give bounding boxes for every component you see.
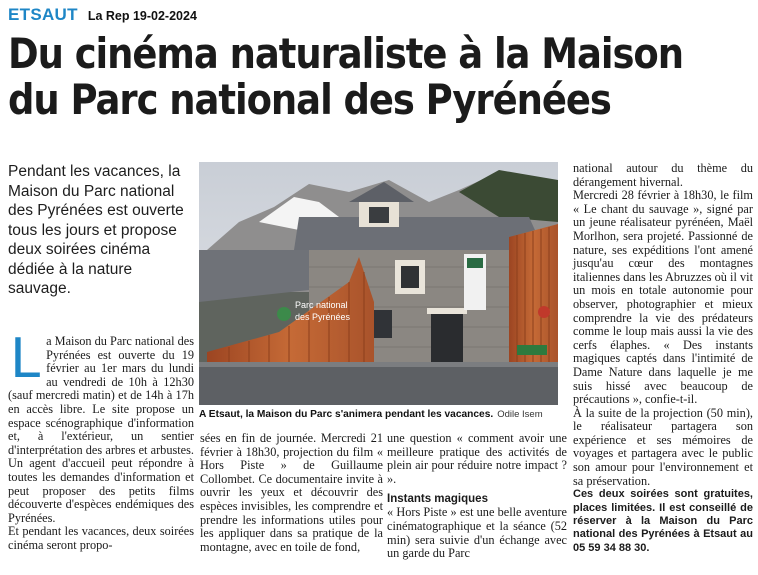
paragraph: national autour du thème du dérangement hivernal. — [573, 161, 753, 189]
standfirst: Pendant les vacances, la Maison du Parc national des Pyrénées est ouverte tous les jours et propose deux soirées cinéma dédiée à la nature sauvage. — [8, 163, 184, 297]
column-1 — [8, 327, 194, 553]
article-header — [8, 5, 197, 25]
sign-text-1: Parc national — [295, 300, 348, 310]
photo-illustration — [199, 162, 558, 405]
subheading: Instants magiques — [387, 493, 488, 506]
column-4 — [573, 162, 753, 555]
caption-text: A Etsaut, la Maison du Parc s'animera pendant les vacances. — [199, 409, 494, 420]
headline-line-2: du Parc national des Pyrénées — [8, 75, 611, 124]
paragraph: Mercredi 28 février à 18h30, le film « Le chant du sauvage », signé par un jeune réalisateur pyrénéen, Maël Morlhon, sera projeté. Passionné de nature, ses expéditions l'ont amené jusqu'au cœur des montagnes italiennes dans les Abruzzes où il vit un mois en totale autonomie pour observer, photographier et mieux comprendre la vie des prédateurs comme le loup mais aussi la vie des cerfs élaphes. « Des instants magiques captés dans l'intimité de Dame Nature dans laquelle je me suis hissé avec beaucoup de précautions », confie-t-il. — [573, 188, 753, 407]
article-photo — [199, 162, 558, 405]
paragraph: Et pendant les vacances, deux soirées cinéma seront propo- — [8, 524, 194, 552]
paragraph: une question « comment avoir une meilleure pratique des activités de plein air pour réduire notre impact ? ». — [387, 431, 567, 486]
paragraph: À la suite de la projection (50 min), le réalisateur partagera son expérience et ses mémoires de voyages et partagera avec le public son amour pour l'environnement et sa préservation. — [573, 405, 753, 488]
headline-line-1: Du cinéma naturaliste à la Maison — [8, 29, 684, 78]
location-label: ETSAUT — [8, 5, 78, 24]
column-3 — [387, 432, 567, 561]
column-2 — [200, 432, 383, 554]
publication-date: La Rep 19-02-2024 — [87, 9, 197, 23]
info-note: Ces deux soirées sont gratuites, places limitées. Il est conseillé de réserver à la Maison du Parc national des Pyrénées à Etsaut au 05 59 34 88 30. — [573, 488, 753, 554]
paragraph: sées en fin de journée. Mercredi 21 février à 18h30, projection du film « Hors Piste » de Guillaume Collombet. Ce documentaire invite à ouvrir les yeux et découvrir des espèces invisibles, les comprendre et prendre les informations utiles pour les appliquer dans sa pratique de la montagne, avec en toile de fond, — [200, 431, 383, 554]
photo-credit: Odile Isem — [497, 409, 543, 420]
paragraph: « Hors Piste » est une belle aventure cinématographique et la séance (52 min) sera suivie d'un échange avec un garde du Parc — [387, 505, 567, 561]
headline — [8, 29, 684, 124]
drop-cap: L — [10, 327, 41, 390]
sign-text-2: des Pyrénées — [295, 312, 351, 322]
paragraph — [8, 327, 194, 525]
photo-caption — [199, 408, 559, 421]
paragraph-text: a Maison du Parc national des Pyrénées est ouverte du 19 février au 1er mars du lundi au vendredi de 10h à 12h30 (sauf mercredi matin) et de 14h à 17h en accès libre. Le site propose un espace scénographique d'information et, à l'extérieur, un sentier d'interprétation des arbres et arbustes. Un agent d'accueil peut répondre à toutes les demandes d'information et peut proposer des petits films découverte d'espèces endémiques des Pyrénées. — [8, 334, 194, 525]
